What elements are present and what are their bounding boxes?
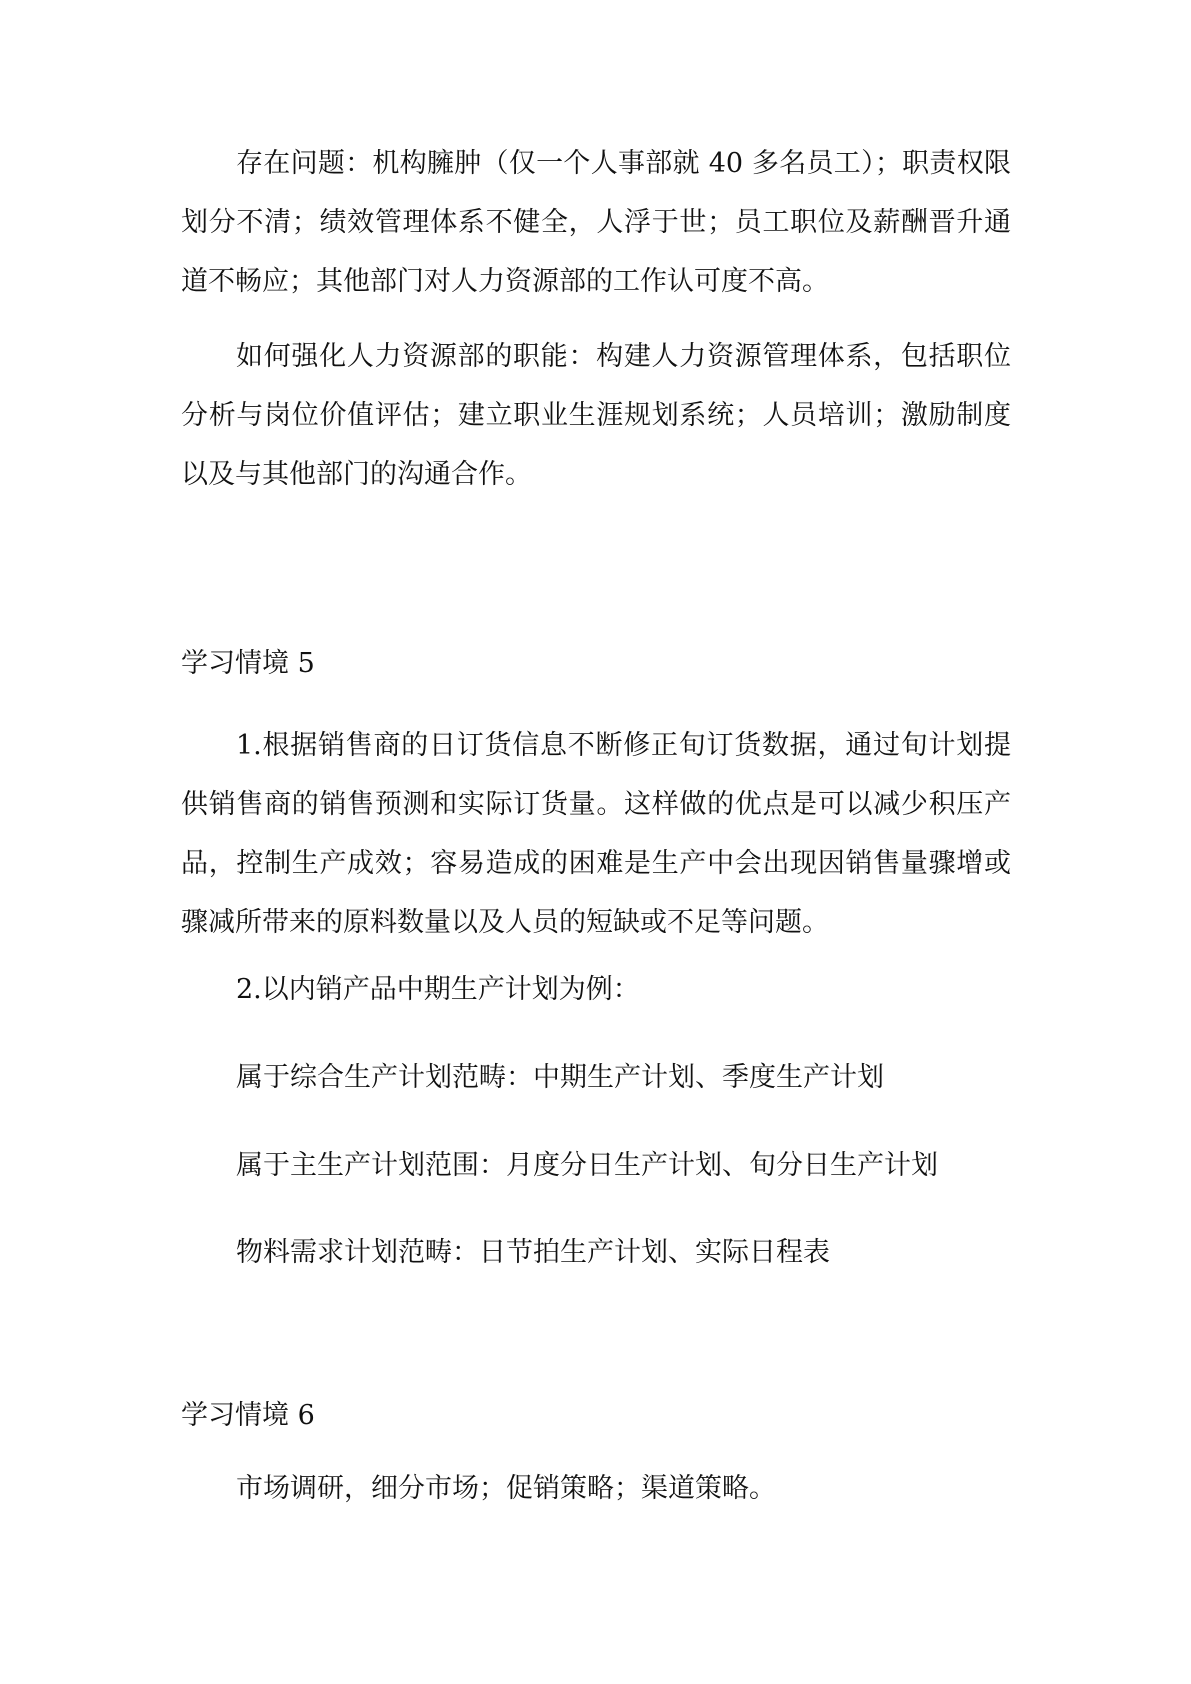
plan-category-comprehensive: 属于综合生产计划范畴：中期生产计划、季度生产计划: [236, 1062, 884, 1093]
section-heading-6: 学习情境 6: [181, 1400, 315, 1431]
paragraph-section5-item1: 1.根据销售商的日订货信息不断修正旬订货数据，通过旬计划提供销售商的销售预测和实际订货量。这样做的优点是可以减少积压产品，控制生产成效；容易造成的困难是生产中会出现因销售量骤增或骤减所带来的原料数量以及人员的短缺或不足等问题。: [181, 730, 1011, 938]
paragraph-section5-item2: 2.以内销产品中期生产计划为例：: [236, 974, 640, 1005]
paragraph-section6: 市场调研，细分市场；促销策略；渠道策略。: [236, 1473, 776, 1504]
section-heading-5: 学习情境 5: [181, 648, 315, 679]
paragraph-strengthen-hr: 如何强化人力资源部的职能：构建人力资源管理体系，包括职位分析与岗位价值评估；建立职业生涯规划系统；人员培训；激励制度以及与其他部门的沟通合作。: [181, 341, 1011, 490]
plan-category-material: 物料需求计划范畴：日节拍生产计划、实际日程表: [236, 1237, 830, 1268]
paragraph-problems: 存在问题：机构臃肿（仅一个人事部就 40 多名员工）；职责权限划分不清；绩效管理体系不健全，人浮于世；员工职位及薪酬晋升通道不畅应；其他部门对人力资源部的工作认可度不高。: [181, 148, 1011, 297]
plan-category-master: 属于主生产计划范围：月度分日生产计划、旬分日生产计划: [236, 1150, 938, 1181]
